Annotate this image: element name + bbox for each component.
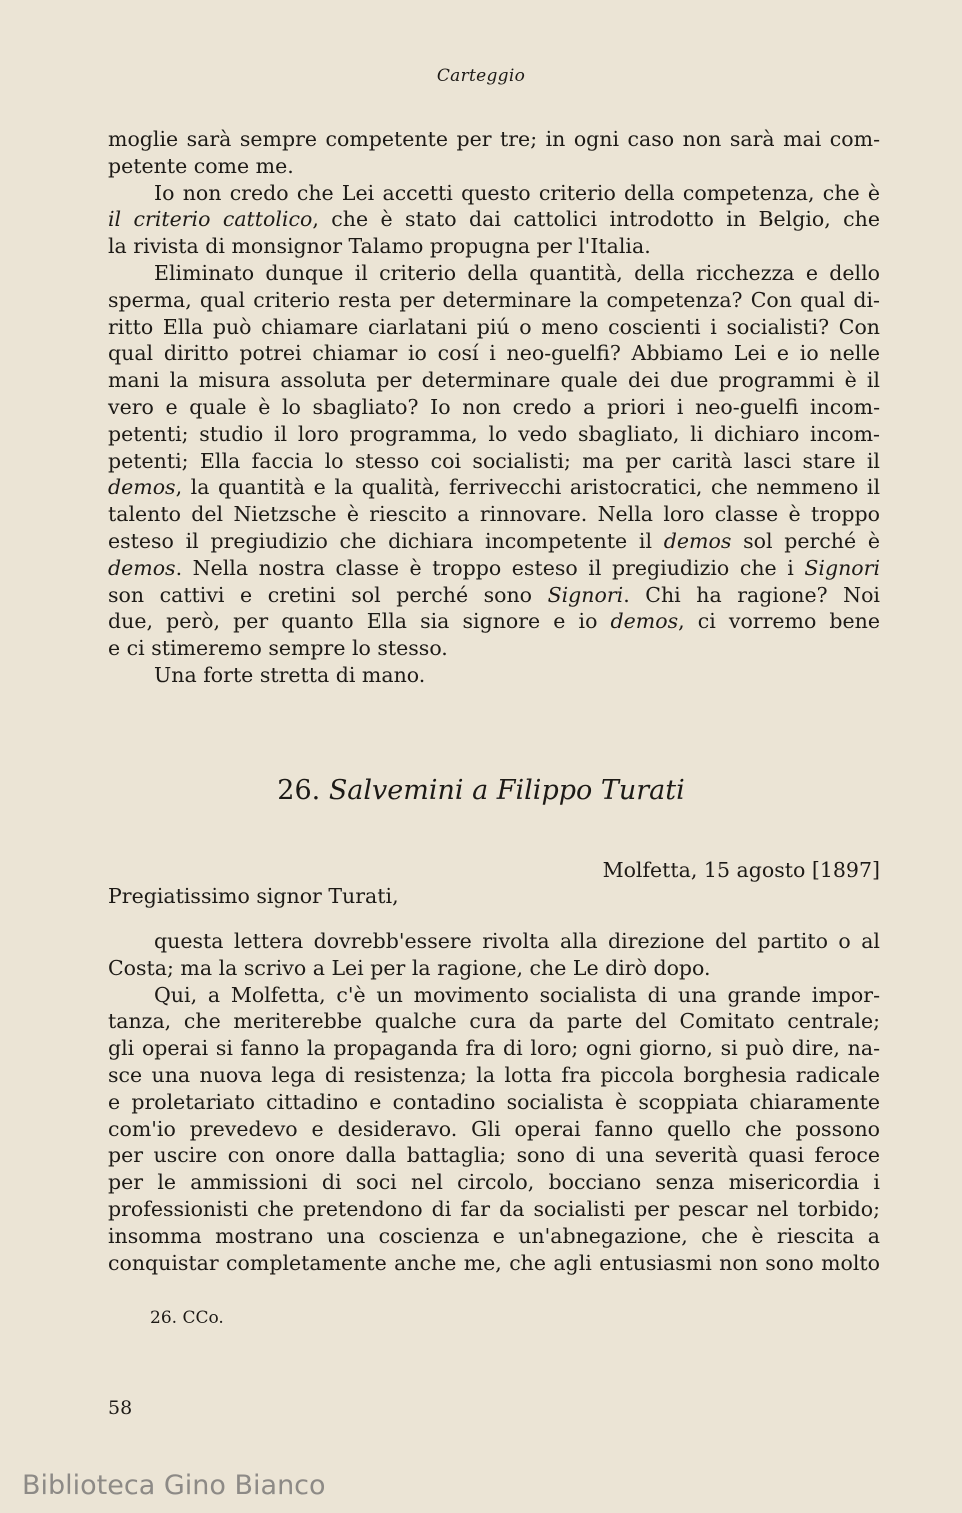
text-line: Eliminato dunque il criterio della quantità, della ricchezza e dello xyxy=(154,260,880,285)
letter-number: 26. xyxy=(277,775,321,806)
text-line-emphasis: demos, la quantità e la qualità, ferrivecchi aristocratici, che nemmeno il xyxy=(108,475,880,500)
text-line: sperma, qual criterio resta per determinare la competenza? Con qual di- xyxy=(108,287,880,312)
running-head: Carteggio xyxy=(436,66,526,86)
text-line: vero e quale è lo sbagliato? Io non credo a priori i neo-guelfi incom- xyxy=(108,394,880,419)
letter-26-body xyxy=(108,928,880,1276)
footnote: 26. CCo. xyxy=(150,1308,224,1328)
dateline: Molfetta, 15 agosto [1897] xyxy=(602,858,880,882)
text-line-emphasis: son cattivi e cretini sol perché sono Signori. Chi ha ragione? Noi xyxy=(108,582,880,607)
letter-title: Salvemini a Filippo Turati xyxy=(328,775,685,806)
text-line-rich: Io non credo che Lei accetti questo criterio della competenza, che è xyxy=(154,180,880,205)
text-line: per le ammissioni di soci nel circolo, bocciano senza misericordia i xyxy=(108,1170,880,1195)
text-line: talento del Nietzsche è riescito a rinnovare. Nella loro classe è troppo xyxy=(108,502,880,527)
text-line: questa lettera dovrebb'essere rivolta alla direzione del partito o al xyxy=(154,929,880,953)
text-line: qual diritto potrei chiamar io cosí i neo-guelfi? Abbiamo Lei e io nelle xyxy=(108,341,880,366)
text-line: moglie sarà sempre competente per tre; in ogni caso non sarà mai com- xyxy=(108,127,880,151)
text-line: petenti; Ella faccia lo stesso coi socialisti; ma per carità lasci stare il xyxy=(108,448,880,473)
text-line: Qui, a Molfetta, c'è un movimento socialista di una grande impor- xyxy=(154,982,880,1007)
letter-25-ending xyxy=(108,126,880,689)
text-line xyxy=(108,180,880,207)
salutation: Pregiatissimo signor Turati, xyxy=(108,884,399,908)
text-line: professionisti che pretendono di far da socialisti per pescar nel torbido; xyxy=(108,1196,880,1221)
text-line: la rivista di monsignor Talamo propugna per l'Italia. xyxy=(108,234,651,259)
text-line: conquistar completamente anche me, che agli entusiasmi non sono molto xyxy=(108,1250,880,1275)
text-line: insomma mostrano una coscienza e un'abnegazione, che è riescita a xyxy=(108,1223,880,1248)
text-line: petente come me. xyxy=(108,153,294,178)
watermark: Biblioteca Gino Bianco xyxy=(22,1470,326,1501)
text-line: sce una nuova lega di resistenza; la lotta fra piccola borghesia radicale xyxy=(108,1062,880,1087)
text-line: com'io prevedevo e desideravo. Gli operai fanno quello che possono xyxy=(108,1116,880,1141)
text-line: petenti; studio il loro programma, lo vedo sbagliato, li dichiaro incom- xyxy=(108,421,880,446)
page-number: 58 xyxy=(108,1397,133,1419)
text-line-emphasis: il criterio cattolico, che è stato dai cattolici introdotto in Belgio, che xyxy=(108,207,880,232)
text-line: per uscire con onore dalla battaglia; sono di una severità quasi feroce xyxy=(108,1143,880,1168)
closing-line: Una forte stretta di mano. xyxy=(154,662,426,687)
text-line: ritto Ella può chiamare ciarlatani piú o meno coscienti i socialisti? Con xyxy=(108,314,880,339)
text-line: Costa; ma la scrivo a Lei per la ragione, che Le dirò dopo. xyxy=(108,955,711,980)
text-line: mani la misura assoluta per determinare quale dei due programmi è il xyxy=(108,368,880,393)
text-line: e ci stimeremo sempre lo stesso. xyxy=(108,636,448,661)
text-line: gli operai si fanno la propaganda fra di loro; ogni giorno, si può dire, na- xyxy=(108,1036,880,1061)
letter-heading xyxy=(0,775,962,806)
text-line: tanza, che meriterebbe qualche cura da parte del Comitato centrale; xyxy=(108,1009,880,1034)
text-line-emphasis: due, però, per quanto Ella sia signore e io demos, ci vorremo bene xyxy=(108,609,880,634)
text-line: e proletariato cittadino e contadino socialista è scoppiata chiaramente xyxy=(108,1089,880,1114)
text-line-emphasis: esteso il pregiudizio che dichiara incompetente il demos sol perché è xyxy=(108,528,880,553)
text-line-emphasis: demos. Nella nostra classe è troppo esteso il pregiudizio che i Signori xyxy=(108,555,880,580)
